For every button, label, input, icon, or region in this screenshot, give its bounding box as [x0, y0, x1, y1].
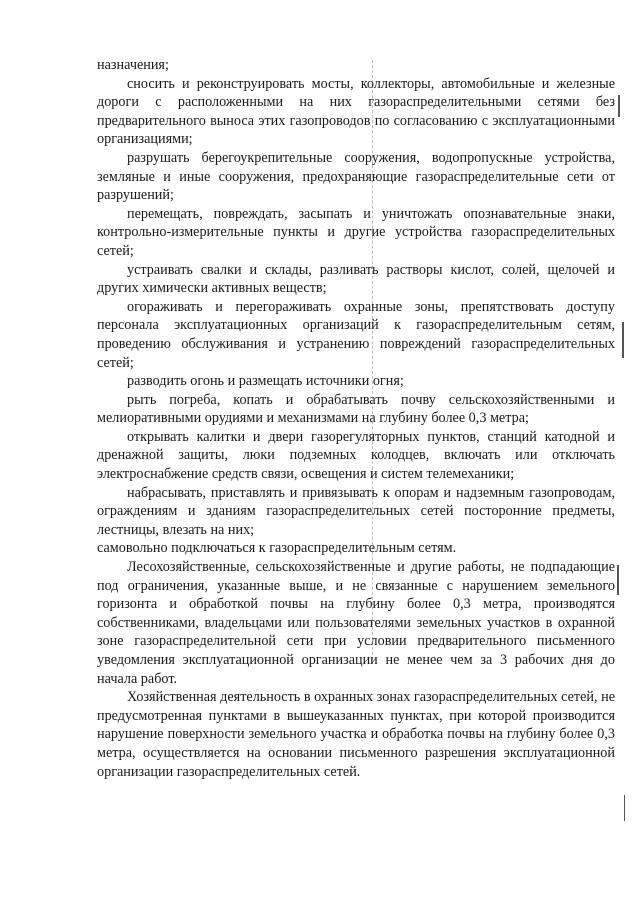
paragraph: разрушать берегоукрепительные сооружения, водопропускные устройства, земляные и иные сооружения, предохраняющие газораспределительные сети от разрушений; — [97, 149, 615, 204]
paragraph: Хозяйственная деятельность в охранных зонах газораспределительных сетей, не предусмотренная пунктами в вышеуказанных пунктах, при которой производится нарушение поверхности земельного участка и обработка почвы на глубину более 0,3 метра, осуществляется на основании письменного разрешения эксплуатационной организации газораспределительных сетей. — [97, 689, 615, 780]
scan-artifact — [617, 565, 619, 595]
paragraph: назначения; — [97, 57, 169, 73]
document-body — [97, 56, 615, 781]
paragraph: рыть погреба, копать и обрабатывать почву сельскохозяйственными и мелиоративными орудиями и механизмами на глубину более 0,3 метра; — [97, 391, 615, 427]
paragraph: разводить огонь и размещать источники огня; — [127, 373, 404, 390]
paragraph: перемещать, повреждать, засыпать и уничтожать опознавательные знаки, контрольно-измерительные пункты и другие устройства газораспределительных сетей; — [97, 205, 615, 259]
paragraph: сносить и реконструировать мосты, коллекторы, автомобильные и железные дороги с расположенными на них газораспределительными сетями без предварительного выноса этих газопроводов по согласованию с эксплуатационными организациями; — [97, 75, 615, 148]
paragraph: самовольно подключаться к газораспределительным сетям. — [97, 540, 457, 557]
paragraph: открывать калитки и двери газорегуляторных пунктов, станций катодной и дренажной защиты, люки подземных колодцев, включать или отключать электроснабжение средств связи, освещения и систем телемеханики; — [97, 428, 615, 483]
paragraph: набрасывать, приставлять и привязывать к опорам и надземным газопроводам, ограждениям и зданиям газораспределительных сетей посторонние предметы, лестницы, влезать на них; — [97, 484, 615, 538]
scan-artifact — [624, 795, 625, 821]
scan-artifact — [622, 322, 624, 358]
paragraph: огораживать и перегораживать охранные зоны, препятствовать доступу персонала эксплуатационных организаций к газораспределительным сетям, проведению обслуживания и устранению повреждений газораспределительных сетей; — [97, 298, 615, 371]
paragraph: устраивать свалки и склады, разливать растворы кислот, солей, щелочей и других химически активных веществ; — [97, 261, 615, 297]
scan-artifact — [618, 95, 620, 117]
paragraph: Лесохозяйственные, сельскохозяйственные и другие работы, не подпадающие под ограничения, указанные выше, и не связанные с нарушением земельного горизонта и обработкой почвы на глубину более 0,3 метра, производятся собственниками, владельцами или пользователями земельных участков в охранной зоне газораспределительной сети при условии предварительного письменного уведомления эксплуатационной организации не менее чем за 3 рабочих дня до начала работ. — [97, 559, 615, 687]
